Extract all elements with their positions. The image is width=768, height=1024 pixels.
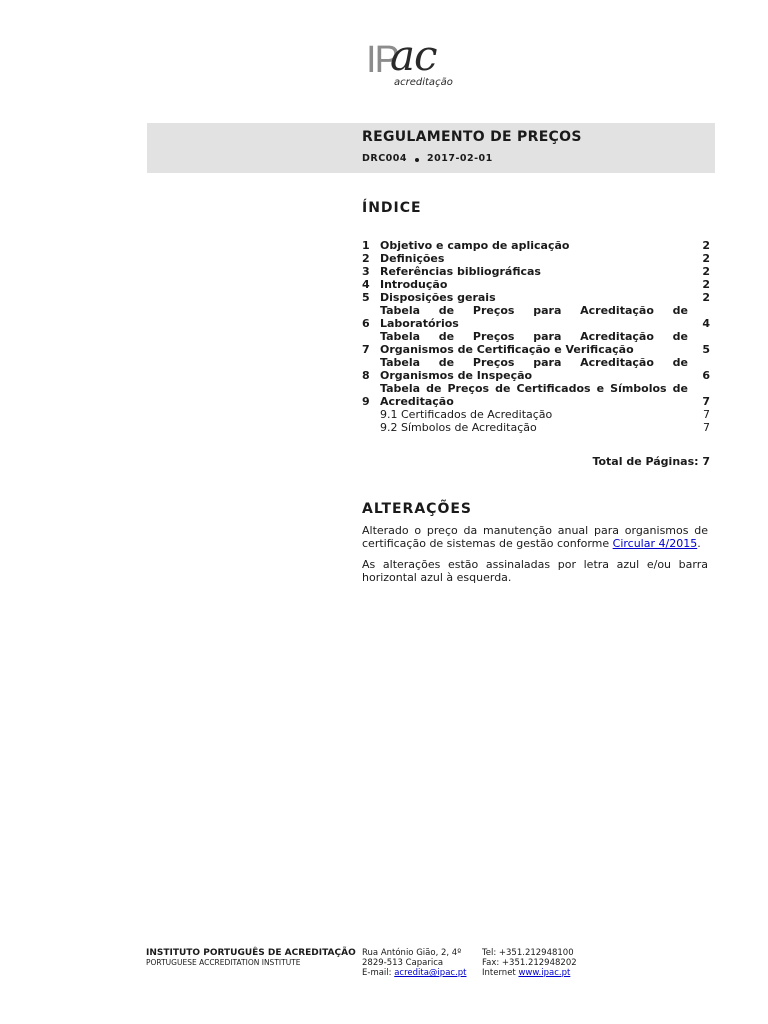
changes-paragraph-1 [362,524,708,550]
toc-row[interactable] [362,278,710,291]
email-link[interactable]: acredita@ipac.pt [394,968,467,978]
table-of-contents [362,239,710,434]
email-label: E-mail: [362,968,395,978]
toc-number: 9 [362,395,370,408]
toc-row[interactable] [362,408,710,421]
toc-page-number: 2 [702,252,710,265]
toc-title: Tabela de Preços de Certificados e Símbolos de Acreditação [380,382,688,408]
toc-page-number: 6 [702,369,710,382]
document-code: DRC004 [362,153,408,164]
toc-row[interactable] [362,421,710,434]
toc-row[interactable] [362,291,710,304]
changes-text-end: . [697,537,701,550]
toc-number: 8 [362,369,370,382]
toc-row[interactable] [362,356,710,382]
total-pages: Total de Páginas: 7 [592,455,710,468]
toc-title: Referências bibliográficas [380,265,541,278]
toc-number: 3 [362,265,370,278]
changes-text: Alterado o preço da manutenção anual para organismos de certificação de sistemas de gestão conforme [362,524,708,550]
toc-number: 1 [362,239,370,252]
toc-page-number: 2 [702,239,710,252]
logo-ip: IP [366,39,398,81]
document-title: REGULAMENTO DE PREÇOS [362,129,582,145]
footer-tel: Tel: +351.212948100 [482,948,574,958]
toc-number: 4 [362,278,370,291]
toc-title: Definições [380,252,445,265]
toc-row[interactable] [362,330,710,356]
toc-page-number: 4 [702,317,710,330]
footer-address-line2: 2829-513 Caparica [362,958,444,968]
toc-page-number: 2 [702,278,710,291]
footer-internet-line [482,968,577,978]
footer-org-name: INSTITUTO PORTUGUÊS DE ACREDITAÇÃO [146,948,356,958]
toc-row[interactable] [362,382,710,408]
index-heading: ÍNDICE [362,200,422,216]
website-link[interactable]: www.ipac.pt [518,968,571,978]
footer-address-line1: Rua António Gião, 2, 4º [362,948,462,958]
footer-address [362,948,467,978]
changes-heading: ALTERAÇÕES [362,501,472,517]
internet-label: Internet [482,968,519,978]
toc-title: Tabela de Preços para Acreditação de Organismos de Certificação e Verificação [380,330,688,356]
footer-contacts [482,948,577,978]
toc-number: 2 [362,252,370,265]
footer-organization [146,948,356,968]
footer-email-line [362,968,467,978]
toc-row[interactable] [362,304,710,330]
toc-title: Objetivo e campo de aplicação [380,239,570,252]
toc-page-number: 2 [702,265,710,278]
circular-link[interactable]: Circular 4/2015 [612,537,698,550]
toc-page-number: 5 [702,343,710,356]
toc-page-number: 7 [702,395,710,408]
toc-title: Tabela de Preços para Acreditação de Organismos de Inspeção [380,356,688,382]
toc-page-number: 7 [703,421,710,434]
toc-title: 9.1 Certificados de Acreditação [380,408,553,421]
toc-page-number: 7 [703,408,710,421]
ipac-logo [366,31,458,94]
toc-number: 5 [362,291,370,304]
document-date: 2017-02-01 [427,153,493,164]
toc-row[interactable] [362,265,710,278]
toc-page-number: 2 [702,291,710,304]
toc-row[interactable] [362,239,710,252]
toc-number: 7 [362,343,370,356]
footer-fax: Fax: +351.212948202 [482,958,577,968]
toc-title: 9.2 Símbolos de Acreditação [380,421,537,434]
toc-row[interactable] [362,252,710,265]
toc-number: 6 [362,317,370,330]
toc-title: Tabela de Preços para Acreditação de Laboratórios [380,304,688,330]
toc-title: Disposições gerais [380,291,496,304]
document-meta [362,153,493,164]
footer-org-name-en: PORTUGUESE ACCREDITATION INSTITUTE [146,958,301,967]
bullet-separator [415,158,419,162]
logo-ac: ac [390,31,437,80]
changes-paragraph-2: As alterações estão assinaladas por letra azul e/ou barra horizontal azul à esquerda. [362,558,708,584]
toc-title: Introdução [380,278,448,291]
logo-subtitle: acreditação [394,77,453,88]
